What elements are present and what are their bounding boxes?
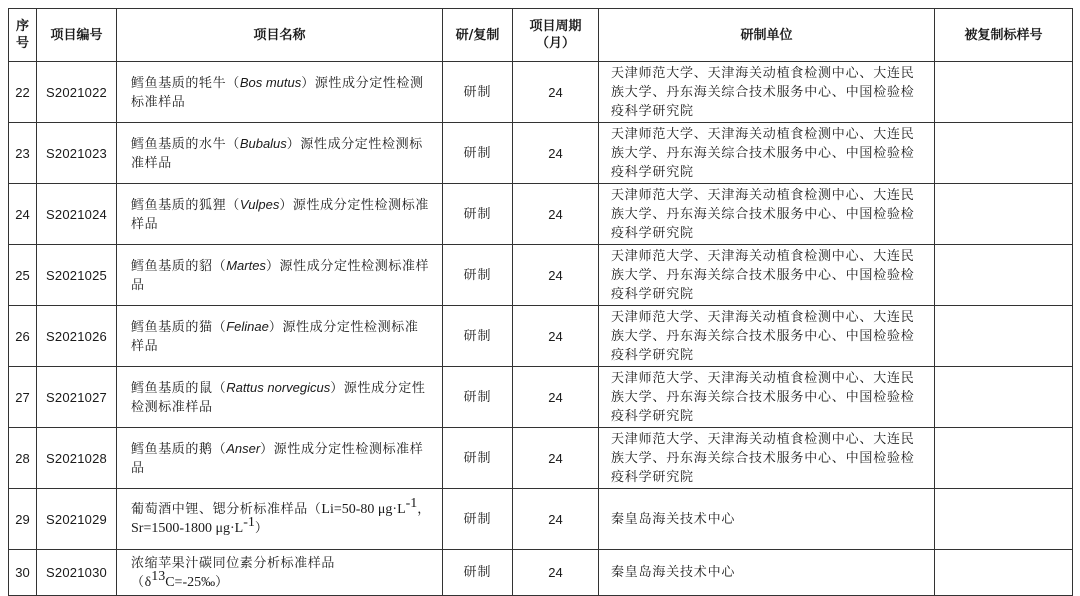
name-text: ）源性成分定性检测标准样品	[131, 441, 424, 476]
table-row	[9, 428, 1073, 489]
name-text: 鳕鱼基质的牦牛（	[131, 75, 240, 91]
header-code: 项目编号	[37, 9, 117, 62]
cell-index: 29	[9, 489, 37, 550]
cell-index: 26	[9, 306, 37, 367]
cell-name	[117, 550, 443, 596]
cell-code: S2021024	[37, 184, 117, 245]
name-text: ）	[215, 574, 229, 590]
table-row	[9, 367, 1073, 428]
cell-unit: 天津师范大学、天津海关动植食检测中心、大连民族大学、丹东海关综合技术服务中心、中国检验检疫科学研究院	[599, 123, 935, 184]
standard-samples-table	[8, 8, 1073, 596]
cell-index: 27	[9, 367, 37, 428]
header-type: 研/复制	[443, 9, 513, 62]
table-row	[9, 306, 1073, 367]
cell-index: 23	[9, 123, 37, 184]
name-text: 鳕鱼基质的猫（	[131, 319, 227, 335]
name-text: ）源性成分定性检测标准样品	[131, 75, 424, 110]
cell-index: 24	[9, 184, 37, 245]
cell-code: S2021029	[37, 489, 117, 550]
table-row	[9, 550, 1073, 596]
cell-name	[117, 245, 443, 306]
cell-cycle: 24	[513, 62, 599, 123]
cell-unit: 天津师范大学、天津海关动植食检测中心、大连民族大学、丹东海关综合技术服务中心、中国检验检疫科学研究院	[599, 428, 935, 489]
isotope-value: C=-25‰	[165, 574, 216, 590]
name-text: 鳕鱼基质的狐狸（	[131, 197, 240, 213]
cell-copied	[935, 367, 1073, 428]
table-row	[9, 123, 1073, 184]
name-text: 鳕鱼基质的貂（	[131, 258, 227, 274]
cell-copied	[935, 62, 1073, 123]
latin-name: Felinae	[226, 318, 269, 334]
cell-name	[117, 489, 443, 550]
cell-cycle: 24	[513, 184, 599, 245]
header-cycle-line1: 项目周期	[529, 19, 582, 34]
cell-unit: 天津师范大学、天津海关动植食检测中心、大连民族大学、丹东海关综合技术服务中心、中国检验检疫科学研究院	[599, 184, 935, 245]
header-index-line2: 号	[15, 36, 29, 51]
latin-name: Bos mutus	[239, 74, 302, 90]
cell-cycle: 24	[513, 306, 599, 367]
name-text: ）源性成分定性检测标准样品	[131, 380, 426, 415]
name-text: 葡萄酒中锂、锶分析标准样品（	[131, 502, 322, 517]
latin-name: Bubalus	[239, 135, 287, 151]
cell-unit: 天津师范大学、天津海关动植食检测中心、大连民族大学、丹东海关综合技术服务中心、中国检验检疫科学研究院	[599, 367, 935, 428]
cell-index: 25	[9, 245, 37, 306]
header-unit: 研制单位	[599, 9, 935, 62]
cell-type: 研制	[443, 62, 513, 123]
cell-code: S2021023	[37, 123, 117, 184]
cell-unit: 秦皇岛海关技术中心	[599, 489, 935, 550]
cell-code: S2021022	[37, 62, 117, 123]
cell-copied	[935, 306, 1073, 367]
cell-code: S2021025	[37, 245, 117, 306]
table-row	[9, 245, 1073, 306]
table-row	[9, 62, 1073, 123]
cell-copied	[935, 428, 1073, 489]
cell-unit: 天津师范大学、天津海关动植食检测中心、大连民族大学、丹东海关综合技术服务中心、中国检验检疫科学研究院	[599, 245, 935, 306]
cell-copied	[935, 184, 1073, 245]
superscript: 13	[151, 568, 166, 584]
latin-name: Rattus norvegicus	[226, 379, 331, 395]
header-index	[9, 9, 37, 62]
name-text: ）源性成分定性检测标准样品	[131, 136, 423, 171]
cell-cycle: 24	[513, 489, 599, 550]
cell-copied	[935, 489, 1073, 550]
cell-copied	[935, 550, 1073, 596]
table-row	[9, 184, 1073, 245]
cell-type: 研制	[443, 184, 513, 245]
header-name: 项目名称	[117, 9, 443, 62]
cell-index: 22	[9, 62, 37, 123]
name-text: 浓缩苹果汁碳同位素分析标准样品（	[131, 555, 336, 590]
delta-symbol: δ	[144, 574, 152, 590]
concentration-li: Li=50-80 μg·L	[321, 502, 406, 517]
name-text: ）源性成分定性检测标准样品	[131, 258, 430, 293]
name-text: 鳕鱼基质的鼠（	[131, 380, 227, 396]
cell-code: S2021028	[37, 428, 117, 489]
superscript: -1	[243, 515, 255, 530]
cell-type: 研制	[443, 428, 513, 489]
cell-name	[117, 428, 443, 489]
table-row	[9, 489, 1073, 550]
cell-cycle: 24	[513, 367, 599, 428]
name-text: ，	[417, 502, 431, 517]
cell-code: S2021026	[37, 306, 117, 367]
cell-unit: 秦皇岛海关技术中心	[599, 550, 935, 596]
cell-copied	[935, 245, 1073, 306]
cell-type: 研制	[443, 245, 513, 306]
superscript: -1	[405, 496, 418, 511]
cell-type: 研制	[443, 489, 513, 550]
name-text: 鳕鱼基质的水牛（	[131, 136, 240, 152]
cell-cycle: 24	[513, 245, 599, 306]
cell-copied	[935, 123, 1073, 184]
header-cycle-line2: （月）	[535, 36, 575, 51]
cell-name	[117, 62, 443, 123]
cell-cycle: 24	[513, 123, 599, 184]
cell-type: 研制	[443, 306, 513, 367]
cell-name	[117, 306, 443, 367]
header-index-line1: 序	[15, 19, 29, 34]
concentration-sr: Sr=1500-1800 μg·L	[131, 521, 244, 536]
latin-name: Martes	[226, 257, 266, 273]
cell-unit: 天津师范大学、天津海关动植食检测中心、大连民族大学、丹东海关综合技术服务中心、中国检验检疫科学研究院	[599, 62, 935, 123]
cell-code: S2021027	[37, 367, 117, 428]
name-text: ）	[254, 521, 269, 536]
cell-type: 研制	[443, 550, 513, 596]
name-text: ）源性成分定性检测标准样品	[131, 197, 429, 232]
cell-code: S2021030	[37, 550, 117, 596]
cell-type: 研制	[443, 367, 513, 428]
cell-cycle: 24	[513, 550, 599, 596]
header-copied: 被复制标样号	[935, 9, 1073, 62]
cell-name	[117, 367, 443, 428]
cell-cycle: 24	[513, 428, 599, 489]
latin-name: Vulpes	[239, 196, 280, 212]
header-row	[9, 9, 1073, 62]
cell-unit: 天津师范大学、天津海关动植食检测中心、大连民族大学、丹东海关综合技术服务中心、中国检验检疫科学研究院	[599, 306, 935, 367]
header-cycle	[513, 9, 599, 62]
cell-type: 研制	[443, 123, 513, 184]
latin-name: Anser	[226, 440, 261, 456]
cell-index: 30	[9, 550, 37, 596]
cell-name	[117, 184, 443, 245]
cell-name	[117, 123, 443, 184]
name-text: ）源性成分定性检测标准样品	[131, 319, 419, 354]
cell-index: 28	[9, 428, 37, 489]
name-text: 鳕鱼基质的鹅（	[131, 441, 227, 457]
